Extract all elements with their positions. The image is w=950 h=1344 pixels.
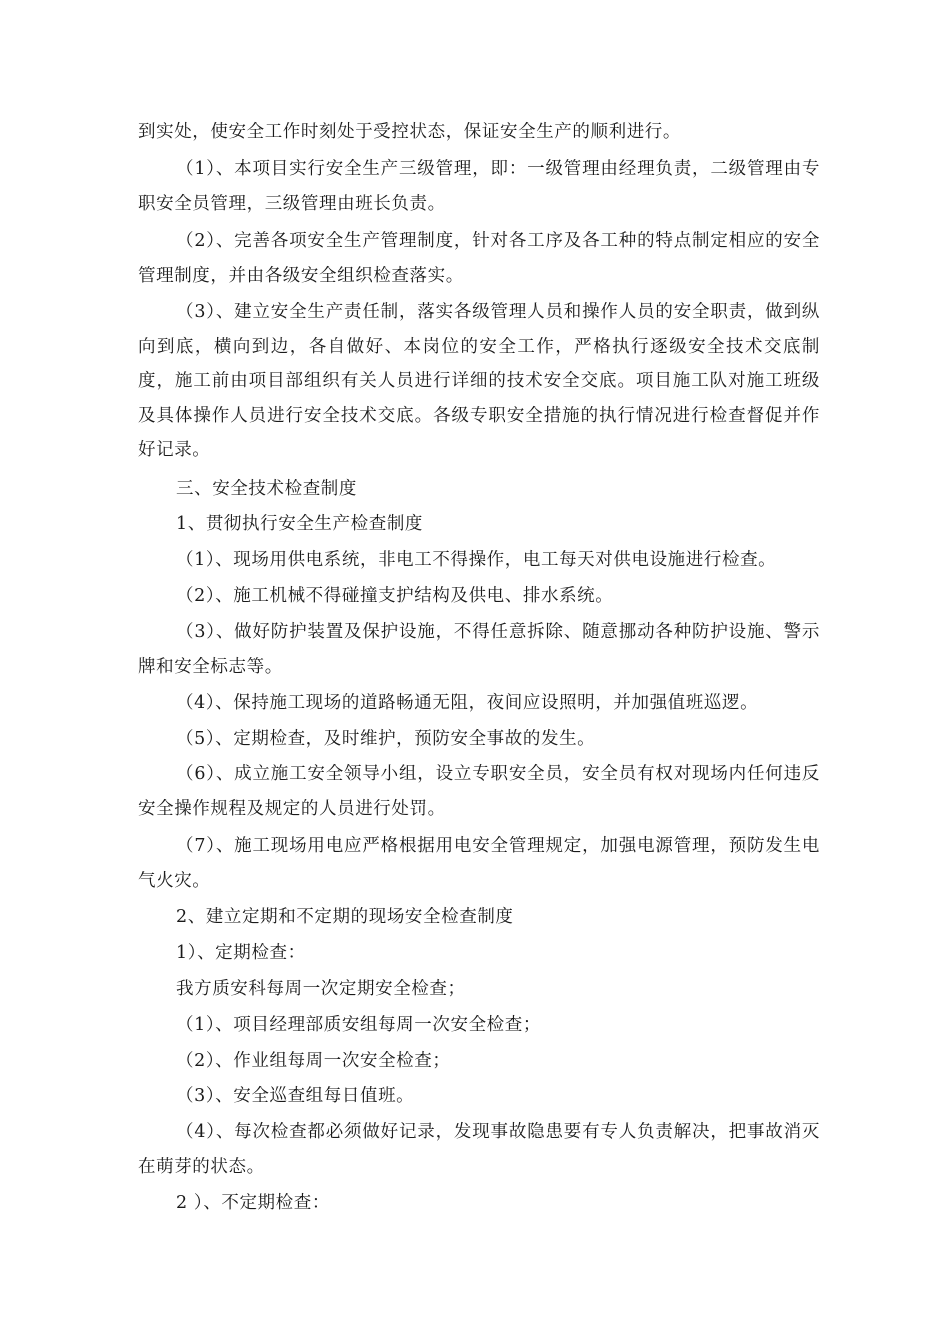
paragraph-item-2: （2）、完善各项安全生产管理制度，针对各工序及各工种的特点制定相应的安全管理制度，并由各级安全组织检查落实。 — [138, 231, 820, 286]
regular-check-item-3: （3）、安全巡查组每日值班。 — [176, 1086, 415, 1106]
paragraph-item-1: （1）、本项目实行安全生产三级管理，即：一级管理由经理负责，二级管理由专职安全员管理，三级管理由班长负责。 — [138, 159, 820, 214]
regular-check-item-1: （1）、项目经理部质安组每周一次安全检查； — [176, 1015, 541, 1035]
list-item-3: （3）、做好防护装置及保护设施，不得任意拆除、随意挪动各种防护设施、警示牌和安全标志等。 — [138, 622, 820, 677]
list-item-7: （7）、施工现场用电应严格根据用电安全管理规定，加强电源管理，预防发生电气火灾。 — [138, 836, 820, 891]
list-item-4: （4）、保持施工现场的道路畅通无阻，夜间应设照明，并加强值班巡逻。 — [176, 693, 759, 713]
list-item-5: （5）、定期检查，及时维护，预防安全事故的发生。 — [176, 729, 596, 749]
sub-subheading-regular: 1）、定期检查： — [176, 943, 306, 963]
subheading-2: 2、建立定期和不定期的现场安全检查制度 — [176, 907, 514, 927]
list-item-2: （2）、施工机械不得碰撞支护结构及供电、排水系统。 — [176, 586, 614, 606]
section-heading-3: 三、安全技术检查制度 — [176, 479, 357, 499]
regular-check-intro: 我方质安科每周一次定期安全检查； — [176, 979, 466, 999]
paragraph-item-3: （3）、建立安全生产责任制，落实各级管理人员和操作人员的安全职责，做到纵向到底，横向到边，各自做好、本岗位的安全工作，严格执行逐级安全技术交底制度，施工前由项目部组织有关人员进行详细的技术安全交底。项目施工队对施工班级及具体操作人员进行安全技术交底。各级专职安全措施的执行情况进行检查督促并作好记录。 — [138, 302, 820, 460]
sub-subheading-irregular: 2 ）、不定期检查： — [176, 1193, 330, 1213]
regular-check-item-2: （2）、作业组每周一次安全检查； — [176, 1051, 451, 1071]
subheading-1: 1、贯彻执行安全生产检查制度 — [176, 514, 424, 534]
regular-check-item-4: （4）、每次检查都必须做好记录，发现事故隐患要有专人负责解决，把事故消灭在萌芽的状态。 — [138, 1122, 820, 1177]
list-item-1: （1）、现场用供电系统，非电工不得操作，电工每天对供电设施进行检查。 — [176, 550, 777, 570]
list-item-6: （6）、成立施工安全领导小组，设立专职安全员，安全员有权对现场内任何违反安全操作规程及规定的人员进行处罚。 — [138, 764, 820, 819]
paragraph-continuation: 到实处，使安全工作时刻处于受控状态，保证安全生产的顺利进行。 — [138, 122, 681, 142]
